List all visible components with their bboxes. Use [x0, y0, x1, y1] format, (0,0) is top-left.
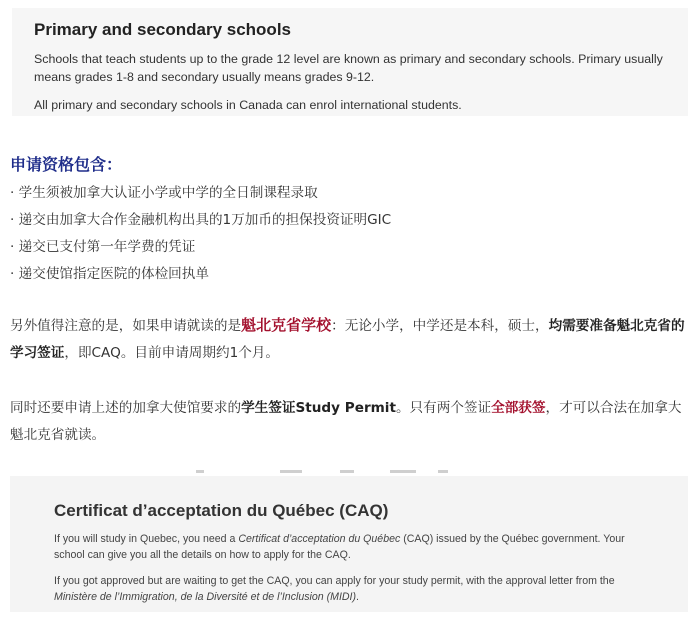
box1-heading: Primary and secondary schools — [34, 20, 291, 39]
para1-text-3: ：无论小学，中学还是本科，硕士， — [331, 318, 549, 334]
eligibility-list — [10, 180, 690, 288]
primary-secondary-info-box — [12, 8, 688, 116]
caq-p1-text-c: (CAQ) issued by the Québec government. Your school can give you all the details on how to apply for the CAQ. — [54, 533, 625, 561]
para2-text-5: ，才可以合法在加拿大魁北克省就读。 — [10, 400, 682, 443]
caq-p1-text-a: If you will study in Quebec, you need a — [54, 533, 239, 545]
para1-text-1: 另外值得注意的是，如果申请就读的是 — [10, 318, 242, 334]
caq-paragraph-1 — [54, 531, 654, 563]
caq-p1-italic: Certificat d’acceptation du Québec — [238, 533, 401, 545]
eligibility-section — [10, 152, 690, 288]
caq-info-box — [10, 476, 688, 612]
caq-heading: Certificat d’acceptation du Québec (CAQ) — [54, 501, 389, 520]
quebec-note-paragraph — [10, 312, 692, 367]
box1-paragraph-1: Schools that teach students up to the grade 12 level are known as primary and secondary schools. Primary usually means grades 1-8 and secondary usually means grades 9-12. — [34, 52, 663, 84]
box1-paragraph-2: All primary and secondary schools in Canada can enrol international students. — [34, 98, 462, 112]
eligibility-item: · 递交已支付第一年学费的凭证 — [10, 239, 196, 255]
para1-text-5: ，即CAQ。目前申请周期约1个月。 — [64, 345, 279, 361]
eligibility-item: · 递交由加拿大合作金融机构出具的1万加币的担保投资证明GIC — [10, 212, 392, 228]
caq-p2-text-a: If you got approved but are waiting to get the CAQ, you can apply for your study permit, with the approval letter from the — [54, 575, 615, 587]
quebec-visa-emphasis: 均需要准备魁北克省的学习签证 — [10, 318, 685, 361]
caq-paragraph-2 — [54, 573, 654, 605]
caq-p2-text-c: . — [356, 591, 359, 603]
para2-text-3: 。只有两个签证 — [395, 400, 492, 416]
caq-p2-italic: Ministère de l’Immigration, de la Diversité et de l’Inclusion (MIDI) — [54, 591, 357, 603]
study-permit-emphasis: 学生签证Study Permit — [241, 400, 396, 416]
eligibility-title: 申请资格包含： — [10, 155, 123, 174]
eligibility-item: · 学生须被加拿大认证小学或中学的全日制课程录取 — [10, 185, 318, 201]
eligibility-item: · 递交使馆指定医院的体检回执单 — [10, 266, 209, 282]
quebec-school-highlight: 魁北克省学校 — [241, 316, 332, 334]
para2-text-1: 同时还要申请上述的加拿大使馆要求的 — [10, 400, 242, 416]
all-approved-highlight: 全部获签 — [491, 400, 546, 416]
study-permit-paragraph — [10, 395, 692, 449]
